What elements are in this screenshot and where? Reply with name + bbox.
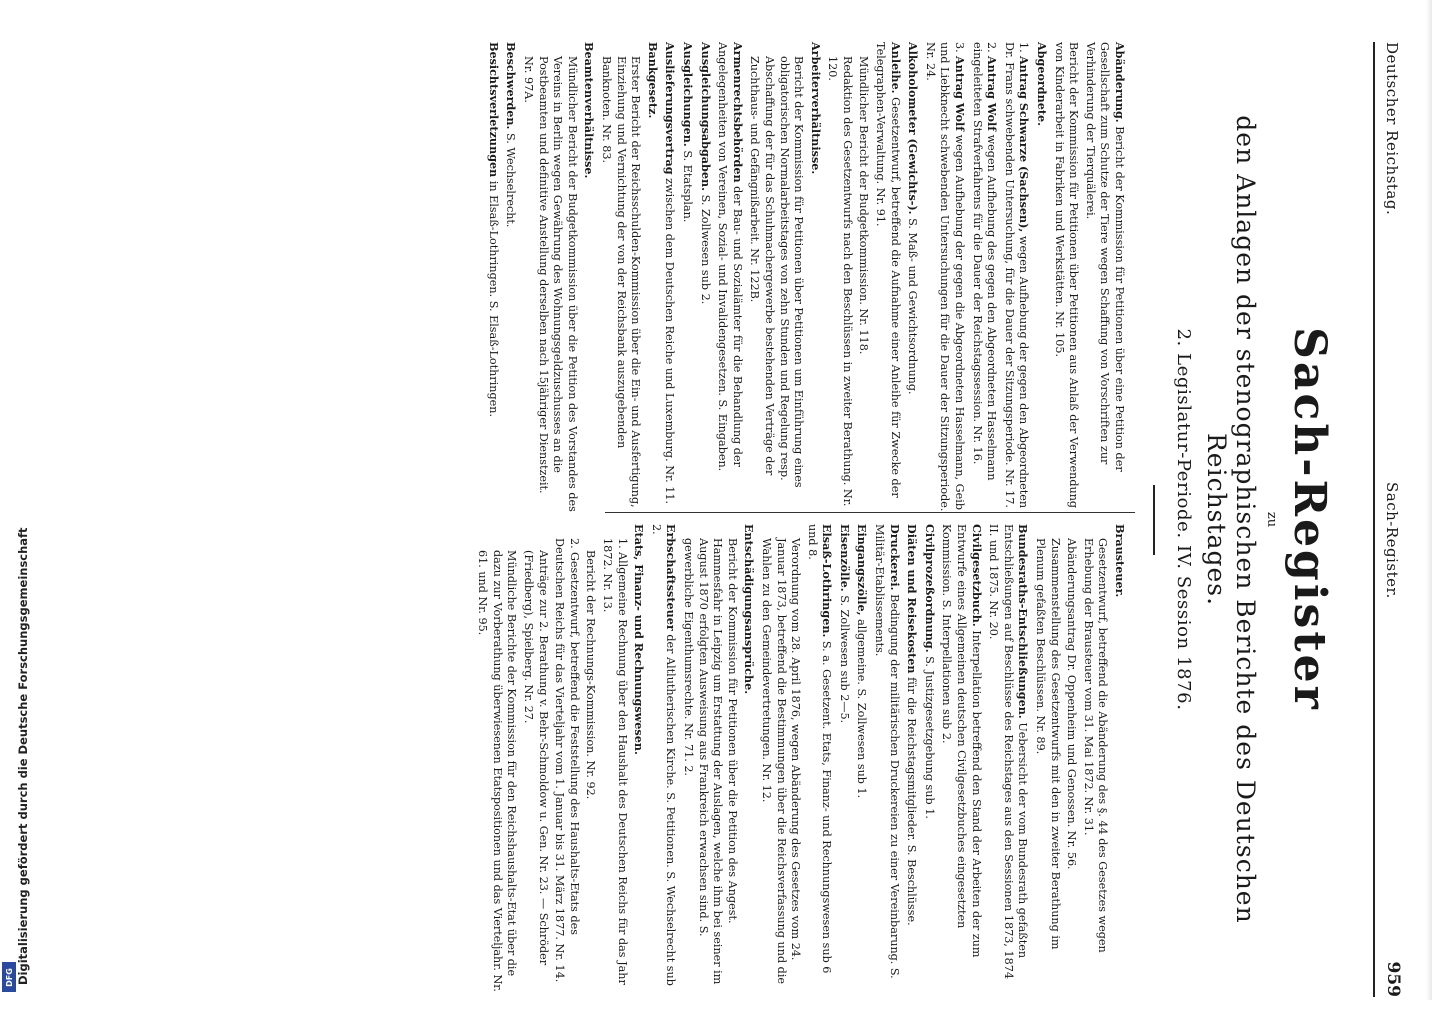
index-entry [581, 42, 597, 512]
index-entry [648, 524, 678, 994]
index-entry [825, 42, 854, 512]
entry-heading: Arbeiterverhältnisse. [808, 42, 823, 175]
entry-heading: Armenrechtsbehörden [730, 42, 745, 183]
index-entry [872, 524, 902, 994]
subtitle: den Anlagen der stenographischen Berichte des Deutschen Reichstages. [1202, 115, 1260, 924]
index-entry [503, 42, 519, 512]
index-entry [741, 524, 757, 994]
entry-heading: Antrag Schwarze (Sachsen), [1017, 56, 1032, 233]
entry-number: 1. [615, 538, 629, 549]
entry-text: der Altlutherischen Kirche. S. Petitionen. S. Wechselrecht sub 2. [649, 524, 678, 986]
entry-text: wegen Aufhebung der gegen die Abgeordneten Hasselmann, Geib und Liebknecht schwebenden Untersuchungen für die Dauer der Sitzungsperiode. Nr. 24. [923, 42, 967, 512]
index-entry [905, 42, 921, 512]
entry-heading: Bankgesetz. [645, 42, 660, 119]
entry-heading: Beamtenverhältnisse. [582, 42, 597, 179]
entry-text: Bericht der Rechnungs-Kommission. Nr. 92. [584, 550, 598, 800]
index-entry [679, 42, 695, 512]
right-column [473, 524, 1127, 994]
index-entry [836, 524, 852, 994]
entry-heading: Abgeordnete. [1035, 42, 1050, 127]
entry-heading: Erbschaftssteuer [664, 524, 679, 631]
index-entry [807, 42, 823, 512]
entry-heading: Civilgesetzbuch. [969, 524, 984, 627]
entry-heading: Besichtsverletzungen [486, 42, 501, 178]
entry-heading: Beschwerden. [504, 42, 519, 130]
title-zu: zu [1264, 511, 1279, 528]
index-entry [715, 42, 745, 512]
index-entry [680, 524, 738, 994]
entry-heading: Anleihe. [888, 42, 903, 94]
index-entry [969, 42, 999, 512]
entry-text: Mündliche Berichte der Kommission für den Reichshaushalts-Etat über die dazu zur Vorberathung überwiesenen Etatspositionen und das Vierteljahr. Nr. 61. und Nr. 95. [476, 550, 519, 992]
index-entry [644, 42, 660, 512]
entry-heading: Ausgleichungsabgaben. [698, 42, 713, 191]
index-entry [598, 42, 642, 512]
entry-text: Bericht der Kommission für Petitionen über Petitionen aus Anlaß der Verwendung von Kinderarbeit in Fabriken und Werkstätten. Nr. 105. [1052, 42, 1081, 509]
entry-heading: Druckerei. [887, 524, 902, 591]
index-entry [873, 42, 903, 512]
index-entry [1064, 524, 1079, 994]
entry-text: S. Wechselrecht. [504, 133, 518, 228]
dfg-logo-text: DFG [4, 967, 14, 987]
entry-number: 1. [1017, 42, 1031, 53]
index-entry [662, 42, 678, 512]
dfg-logo [2, 962, 16, 992]
index-entry [520, 42, 578, 512]
index-entry [1082, 42, 1127, 512]
entry-heading: Eingangszölle, [855, 524, 870, 616]
left-column [483, 42, 1127, 512]
entry-text: S. Maß- und Gewichtsordnung. [906, 218, 920, 395]
index-entry [939, 524, 984, 994]
digitization-footer [0, 0, 30, 1000]
main-title: Sach-Register [1284, 327, 1335, 712]
entry-heading: Diäten und Reisekosten [905, 524, 920, 674]
index-entry [1032, 524, 1061, 994]
entry-text: Zusammenstellung des Gesetzentwurfs mit den in zweiter Berathung im Plenum gefaßten Beschlüssen. Nr. 89. [1034, 538, 1062, 950]
entry-heading: Elsaß-Lothringen. [820, 524, 835, 638]
entry-number: 2. [567, 538, 581, 549]
entry-text: Gesetzentwurf, betreffend die Feststellung des Haushalts-Etats des Deutschen Reichs für das Vierteljahr vom 1. Januar bis 31. März 1877. Nr. 14. [553, 538, 581, 983]
entry-text: Erster Bericht der Reichsschulden-Kommission über die Ein- und Ausfertigung, Einziehung und Vernichtung der von der Reichsbank auszugebenden Banknoten. Nr. 83. [600, 56, 643, 508]
index-entry [1080, 524, 1109, 994]
entry-text: in Elsaß-Lothringen. S. Elsaß-Lothringen. [486, 180, 500, 418]
entry-heading: Auslieferungsvertrag [663, 42, 678, 175]
entry-text: Bericht der Kommission für Petitionen über die Petition des Angest. Hammesfahr in Leipzig um Erstattung der Auslagen, welche ihm bei seiner im August 1870 erfolgten Ausweisung aus Frankreich erwachsen sind. S. gewerbliche Eigenthumsrechte. Nr. 71. 2. [681, 538, 739, 985]
index-entry [599, 524, 628, 994]
scan-edge [1426, 0, 1432, 1000]
page-number: 959 [1383, 961, 1403, 997]
entry-text: Bericht der Kommission für Petitionen über Petitionen um Einführung eines obligatorischen Normalarbeitstages von zehn Stunden und Regelung resp. Abschaffung der für das Schuhmachergewerbe bestehenden Verträge der Zuchthaus- und Gefängnißarbeit. Nr. 122B. [748, 56, 806, 488]
entry-number: 2. [985, 42, 999, 53]
entry-text: S. Zollwesen sub 2—5. [837, 595, 851, 724]
index-entry [520, 524, 549, 994]
entry-text: wegen Aufhebung des gegen den Abgeordneten Hasselmann eingeleiteten Strafverfahrens für die Dauer der Reichstagssession. Nr. 16. [970, 42, 999, 481]
session-line: 2. Legislatur-Periode. IV. Session 1876. [1173, 328, 1194, 711]
entry-text: wegen Aufhebung der gegen den Abgeordneten Dr. Frans schwebenden Untersuchung, für die Dauer der Sitzungsperiode. Nr. 17. [1002, 42, 1031, 509]
entry-text: Allgemeine Rechnung über den Haushalt des Deutschen Reichs für das Jahr 1872. Nr. 13. [601, 538, 629, 985]
index-entry [475, 524, 519, 994]
entry-heading: Ausgleichungen. [680, 42, 695, 147]
digitization-note: Digitalisierung gefördert durch die Deutsche Forschungsgemeinschaft [16, 527, 30, 985]
entry-heading: Etats, Finanz- und Rechnungswesen. [632, 524, 647, 755]
entry-heading: Antrag Wolf [953, 56, 968, 132]
entry-text: Mündlicher Bericht der Budgetkommission. Nr. 118. [857, 56, 871, 355]
entry-heading: Bundesraths-Entschließungen. [1016, 524, 1031, 719]
title-block [1153, 42, 1335, 997]
running-head-center: Sach-Register. [1383, 482, 1401, 599]
index-entry [1111, 524, 1127, 994]
index-entry [921, 524, 937, 994]
entry-text: Verordnung vom 28. April 1876, wegen Abänderung des Gesetzes vom 24. Januar 1873, betreffend die Bestimmungen über die Reichsverfassung und die Wahlen zu den Gemeindevertretungen. Nr. 12. [759, 538, 803, 985]
entry-text: Bedingung der militärischen Druckereien zu einer Vereinbarung. S. Militär-Etablissements. [873, 524, 901, 979]
entry-text: Redaktion des Gesetzentwurfs nach den Beschlüssen in zweiter Berathung. Nr. 120. [826, 56, 854, 507]
index-entry [986, 524, 1031, 994]
index-entry [758, 524, 802, 994]
entry-text: Gesetzentwurf, betreffend die Abänderung des §. 44 des Gesetzes wegen Erhebung der Brausteuer vom 31. Mai 1872. Nr. 31. [1081, 538, 1110, 953]
entry-text: Uebersicht der vom Bundesrath gefaßten Entschließungen auf Beschlüsse des Reichstages aus den Sessionen 1873, 1874 II. und 1875. Nr. 20. [987, 524, 1030, 979]
entry-text: Bericht der Kommission für Petitionen über eine Petition der Gesellschaft zum Schutze der Tiere wegen Schaffung von Vorschriften zur Verhinderung der Tierquälerei. [1083, 42, 1126, 472]
index-entry [552, 524, 581, 994]
entry-text: S. Zollwesen sub 2. [698, 194, 712, 305]
entry-heading: Eisenzölle. [837, 524, 852, 592]
entry-text: für die Reichstagsmitglieder. S. Beschlüsse. [905, 677, 919, 926]
index-entry [922, 42, 967, 512]
index-entry [856, 42, 871, 512]
index-entry [1001, 42, 1031, 512]
entry-heading: Antrag Wolf [985, 56, 1000, 132]
entry-text: Anträge zur 2. Berathung v. Behr-Schmoldow u. Gen. Nr. 23. — Schröder (Friedberg), Spielberg. Nr. 27. [522, 550, 550, 966]
index-entry [583, 524, 598, 994]
index-entry [854, 524, 870, 994]
column-divider [605, 512, 1135, 513]
entry-heading: Alkoholometer (Gewichts-). [906, 42, 921, 215]
entry-heading: Abänderung. [1113, 42, 1127, 123]
index-entry [804, 524, 834, 994]
title-rule [1153, 485, 1155, 555]
entry-text: Gesetzentwurf, betreffend die Aufnahme einer Anleihe für Zwecke der Telegraphen-Verwaltung. Nr. 91. [874, 42, 902, 498]
entry-text: der Bau- und Sozialämter für die Behandlung der Angelegenheiten von Vereinen, Sozial- und Invalidengesetzen. S. Eingaben. [716, 42, 744, 472]
index-entry [1051, 42, 1080, 512]
rotated-sheet [105, 12, 1405, 1012]
entry-text: zwischen dem Deutschen Reiche und Luxemburg. Nr. 11. [663, 178, 677, 505]
index-entry [697, 42, 713, 512]
index-entry [747, 42, 805, 512]
index-entry [631, 524, 647, 994]
index-entry [485, 42, 501, 512]
entry-heading: Civilprozeßordnung. [922, 524, 937, 653]
entry-heading: Entschädigungsansprüche. [742, 524, 757, 695]
entry-heading: Brausteuer. [1113, 524, 1127, 598]
entry-text: allgemeine. S. Zollwesen sub 1. [855, 619, 869, 799]
index-entry [1033, 42, 1049, 512]
entry-text: S. Justizgesetzgebung sub 1. [922, 656, 936, 819]
entry-text: Abänderungsantrag Dr. Oppenheim und Genossen. Nr. 56. [1065, 538, 1079, 870]
entry-number: 3. [953, 42, 967, 53]
index-entry [904, 524, 920, 994]
entry-text: Interpellation betreffend den Stand der Arbeiten der zum Entwurfe eines Allgemeinen deutschen Civilgesetzbuches eingesetzten Kommission. S. Interpellationen sub 2. [940, 524, 983, 958]
entry-text: S. Etatsplan. [680, 150, 694, 223]
running-head-left: Deutscher Reichstag. [1383, 42, 1401, 216]
entry-text: Mündlicher Bericht der Budgetkommission über die Petition des Vorstandes des Vereins in Berlin wegen Gewährung des Wohnungsgeldzuschusses an die Postbeamten und definitive Anstellung derselben nach 15jähriger Dienstzeit. Nr. 97A. [522, 56, 579, 512]
entry-text: S. a. Gesetzent. Etats, Finanz- und Rechnungswesen sub 6 und 8. [805, 524, 834, 974]
running-head [1373, 42, 1405, 997]
